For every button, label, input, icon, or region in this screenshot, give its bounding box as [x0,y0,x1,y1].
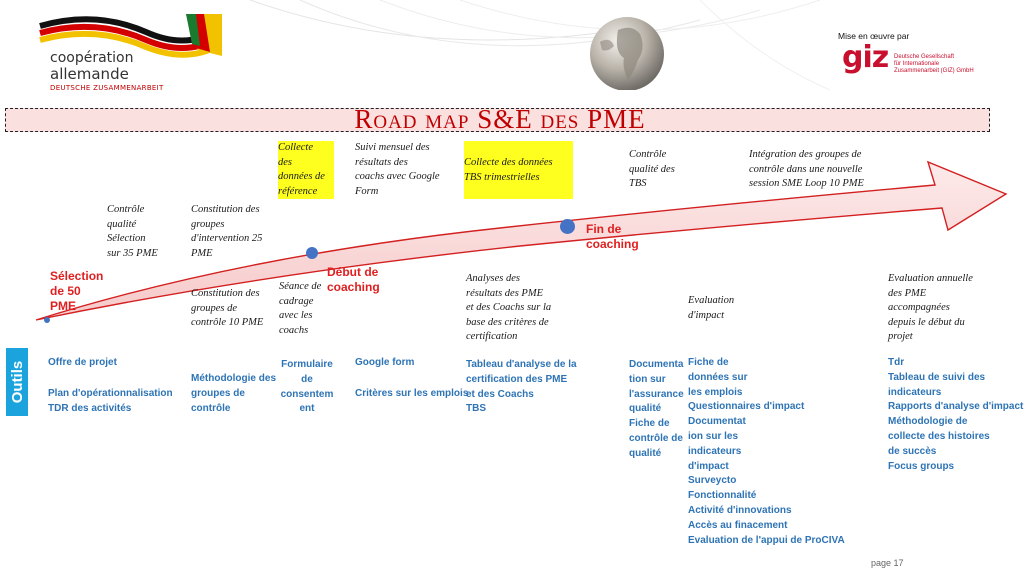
tool-item: Documentat ion sur les indicateurs d'impact [688,416,746,472]
milestone-label-selection: Sélection de 50 PME [50,269,104,313]
globe-icon [588,8,666,90]
tool-item: Tdr [888,357,905,368]
step-collecte-reference: Collecte des données de référence [278,141,334,199]
tools-column-8 [888,356,1023,474]
tool-item: Formulaire de consentem ent [280,359,334,415]
milestone-label-fin-coaching: Fin de coaching [586,222,639,251]
tool-item: Surveycto [688,475,737,487]
tools-column-2 [191,372,276,416]
milestone-label-debut-coaching: Début de coaching [327,265,380,294]
step-collecte-tbs: Collecte des données TBS trimestrielles [464,141,573,199]
tool-item: Offre de projet [48,357,117,368]
step-suivi-mensuel: Suivi mensuel des résultats des coachs avec Google Form [355,142,440,197]
milestone-dot-debut-coaching [306,247,318,259]
giz-line-1: Deutsche Gesellschaft [894,54,955,60]
implemented-by-text: Mise en œuvre par [838,31,910,41]
giz-mark: giz [842,40,889,75]
tool-item: Critères sur les emplois [355,387,469,399]
tools-column-5 [466,358,577,417]
tool-item: Questionnaires d'impact [688,401,805,413]
tool-item: Documenta tion sur l'assurance qualité Fiche de contrôle de qualité [629,359,684,459]
step-constitution-intervention: Constitution des groupes d'intervention 25 PME [191,204,263,259]
milestone-dot-fin-coaching [560,219,575,234]
cooperation-allemande-logo [36,10,236,92]
tools-column-3 [280,358,334,417]
tool-item: Fiche de données sur les emplois [688,357,748,398]
tool-item: Focus groups [888,460,955,472]
step-constitution-controle: Constitution des groupes de contrôle 10 PME [191,288,264,328]
tool-item: Tableau d'analyse de la certification des PME et des Coachs TBS [466,359,577,415]
header [0,0,1024,100]
tool-item: Accès au finacement [688,519,788,531]
page-title: Road map S&E des PME [354,104,646,134]
step-controle-tbs: Contrôle qualité des TBS [629,149,675,189]
tool-item: Plan d'opérationnalisation [48,387,173,399]
page-number: page 17 [871,558,904,568]
logo-line-2: allemande [50,65,129,83]
tool-item: Rapports d'analyse d'impact [888,401,1024,413]
tool-item: Google form [355,357,415,368]
tools-column-1 [48,356,173,416]
tools-column-7 [688,356,845,548]
giz-line-3: Zusammenarbeit (GIZ) GmbH [894,68,974,74]
outils-label: Outils [9,360,26,404]
tool-item: TDR des activités [48,402,132,414]
giz-line-2: für Internationale [894,61,940,67]
step-evaluation-impact: Evaluation d'impact [688,295,735,321]
tools-column-6 [629,358,684,462]
step-analyses-resultats: Analyses des résultats des PME et des Coachs sur la base des critères de certification [466,273,552,342]
tool-item: Tableau de suivi des indicateurs [888,371,986,398]
giz-logo [842,40,1002,80]
step-seance-cadrage: Séance de cadrage avec les coachs [279,281,322,336]
tool-item: Evaluation de l'appui de ProCIVA [688,534,845,546]
tools-column-4 [355,356,468,402]
logo-line-3: DEUTSCHE ZUSAMMENARBEIT [50,84,164,92]
milestone-dot-selection [44,317,50,323]
step-evaluation-annuelle: Evaluation annuelle des PME accompagnées depuis le début du projet [888,273,973,342]
tool-item: Fonctionnalité [688,490,757,502]
logo-line-1: coopération [50,50,134,66]
step-integration-groupes: Intégration des groupes de contrôle dans une nouvelle session SME Loop 10 PME [749,149,864,189]
step-controle-selection: Contrôle qualité Sélection sur 35 PME [107,204,158,259]
tool-item: Méthodologie de collecte des histoires de succès [888,416,990,457]
tool-item: Méthodologie des groupes de contrôle [191,373,276,414]
tool-item: Activité d'innovations [688,504,792,516]
